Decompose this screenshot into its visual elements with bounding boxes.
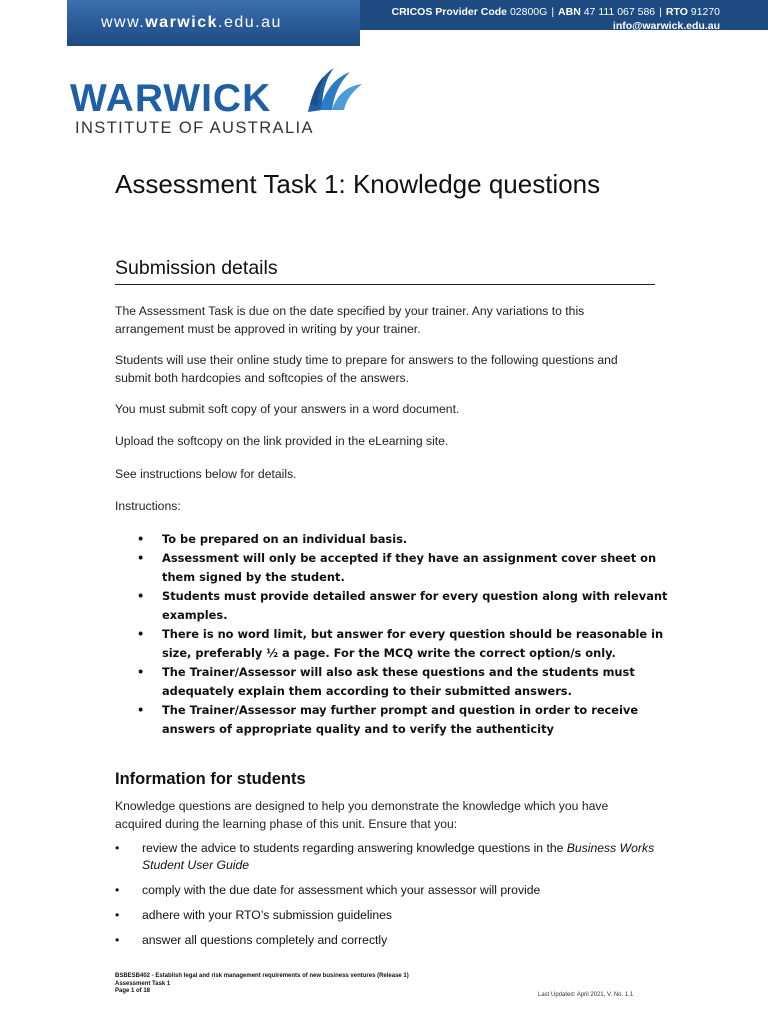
bullet-text: review the advice to students regarding answering knowledge questions in the xyxy=(142,841,567,855)
footer-task: Assessment Task 1 xyxy=(115,980,171,987)
user-guide-title: Business Works Student User Guide xyxy=(142,841,655,872)
paragraph-soft-copy: You must submit soft copy of your answers in a word document. xyxy=(115,402,460,416)
page-footer xyxy=(115,973,409,996)
logo-wordmark: WARWICK xyxy=(70,77,272,120)
section-heading-submission: Submission details xyxy=(115,256,655,285)
list-item: • Students must provide detailed answer for every question along with relevant examples. xyxy=(115,587,675,625)
abn-label: ABN xyxy=(558,6,581,18)
section-heading-information: Information for students xyxy=(115,770,306,788)
cricos-label: CRICOS Provider Code xyxy=(391,6,508,18)
list-item xyxy=(115,907,675,924)
list-item: • The Trainer/Assessor may further prompt and question in order to receive answers of appropriate quality and to verify the authenticity xyxy=(115,701,675,739)
instructions-label: Instructions: xyxy=(115,499,181,513)
paragraph-due-date: The Assessment Task is due on the date specified by your trainer. Any variations to this arrangement must be approved in writing by your trainer. xyxy=(115,304,585,336)
logo-subtitle: INSTITUTE OF AUSTRALIA xyxy=(75,119,314,137)
footer-page-number: Page 1 of 18 xyxy=(115,988,151,994)
bullet-text: comply with the due date for assessment which your assessor will provide xyxy=(142,883,541,897)
cricos-value: 02800G xyxy=(509,6,548,18)
provider-info: CRICOS Provider Code 02800G | ABN 47 111 067 586 | RTO 91270 info@warwick.edu.au xyxy=(391,6,720,32)
bullet-text: adhere with your RTO’s submission guidelines xyxy=(142,908,392,922)
rto-value: 91270 xyxy=(690,6,720,18)
list-item: • The Trainer/Assessor will also ask these questions and the students must adequately explain them according to their submitted answers. xyxy=(115,663,675,701)
bullet-text: answer all questions completely and correctly xyxy=(142,933,388,947)
instructions-list xyxy=(115,530,675,739)
url-brand: warwick xyxy=(145,14,218,31)
paragraph-see-instructions: See instructions below for details. xyxy=(115,467,297,481)
page-title: Assessment Task 1: Knowledge questions xyxy=(115,169,601,199)
list-item xyxy=(115,840,675,874)
paragraph-knowledge-intro: Knowledge questions are designed to help you demonstrate the knowledge which you have acquired during the learning phase of this unit. Ensure that you: xyxy=(115,799,609,831)
contact-email[interactable]: info@warwick.edu.au xyxy=(612,20,720,32)
rto-label: RTO xyxy=(665,6,688,18)
list-item xyxy=(115,882,675,899)
list-item: • Assessment will only be accepted if they have an assignment cover sheet on them signed by the student. xyxy=(115,549,675,587)
paragraph-upload: Upload the softcopy on the link provided in the eLearning site. xyxy=(115,434,449,448)
url-suffix: .edu.au xyxy=(218,14,282,31)
website-url-tab[interactable] xyxy=(67,0,360,46)
footer-last-updated: Last Updated: April 2021, V. No. 1.1 xyxy=(538,992,634,998)
paragraph-online-study: Students will use their online study time to prepare for answers to the following questions and submit both hardcopies and softcopies of the answers. xyxy=(115,353,618,385)
url-prefix: www. xyxy=(101,14,146,31)
abn-value: 47 111 067 586 xyxy=(583,6,656,18)
list-item: • There is no word limit, but answer for every question should be reasonable in size, preferably ½ a page. For the MCQ write the correct option/s only. xyxy=(115,625,675,663)
list-item: • To be prepared on an individual basis. xyxy=(115,530,675,549)
wave-crest-logo-icon xyxy=(302,64,364,114)
list-item xyxy=(115,932,675,949)
warwick-logo xyxy=(70,64,370,138)
footer-unit-title: BSBESB402 - Establish legal and risk management requirements of new business ventures (Release 1) xyxy=(115,973,409,979)
information-bullets xyxy=(115,840,675,957)
